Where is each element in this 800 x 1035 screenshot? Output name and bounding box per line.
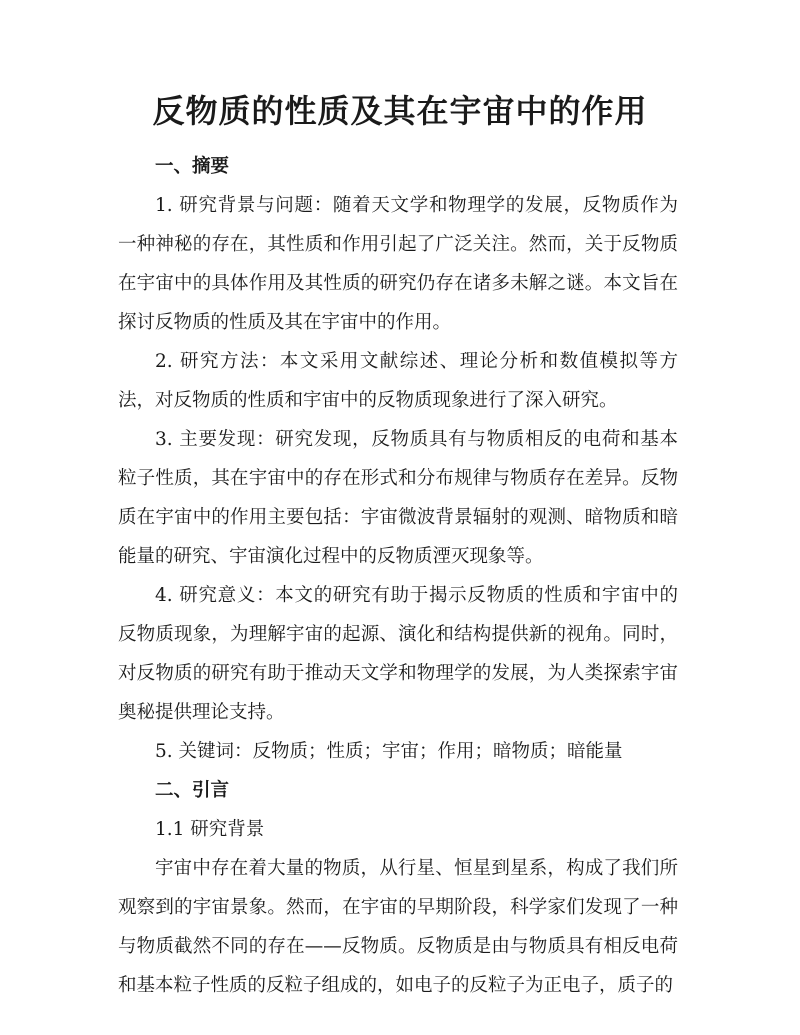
abstract-item-findings: 3. 主要发现：研究发现，反物质具有与物质相反的电荷和基本粒子性质，其在宇宙中的存在形式和分布规律与物质存在差异。反物质在宇宙中的作用主要包括：宇宙微波背景辐射的观测、暗物质和暗能量的研究、宇宙演化过程中的反物质湮灭现象等。 bbox=[118, 429, 678, 567]
document-title: 反物质的性质及其在宇宙中的作用 bbox=[152, 92, 648, 130]
abstract-item-background: 1. 研究背景与问题：随着天文学和物理学的发展，反物质作为一种神秘的存在，其性质和作用引起了广泛关注。然而，关于反物质在宇宙中的具体作用及其性质的研究仍存在诸多未解之谜。本文旨在探讨反物质的性质及其在宇宙中的作用。 bbox=[118, 195, 678, 333]
subsection-heading-background: 1.1 研究背景 bbox=[155, 819, 265, 840]
abstract-item-method: 2. 研究方法：本文采用文献综述、理论分析和数值模拟等方法，对反物质的性质和宇宙中的反物质现象进行了深入研究。 bbox=[118, 351, 678, 411]
intro-paragraph: 宇宙中存在着大量的物质，从行星、恒星到星系，构成了我们所观察到的宇宙景象。然而，在宇宙的早期阶段，科学家们发现了一种与物质截然不同的存在——反物质。反物质是由与物质具有相反电荷和基本粒子性质的反粒子组成的，如电子的反粒子为正电子，质子的 bbox=[118, 858, 678, 996]
section-heading-abstract: 一、摘要 bbox=[155, 156, 230, 177]
abstract-item-keywords: 5. 关键词：反物质；性质；宇宙；作用；暗物质；暗能量 bbox=[155, 741, 623, 762]
abstract-item-significance: 4. 研究意义：本文的研究有助于揭示反物质的性质和宇宙中的反物质现象，为理解宇宙的起源、演化和结构提供新的视角。同时，对反物质的研究有助于推动天文学和物理学的发展，为人类探索宇宙奥秘提供理论支持。 bbox=[118, 585, 678, 723]
document-body bbox=[118, 147, 678, 1005]
section-heading-introduction: 二、引言 bbox=[155, 780, 230, 801]
